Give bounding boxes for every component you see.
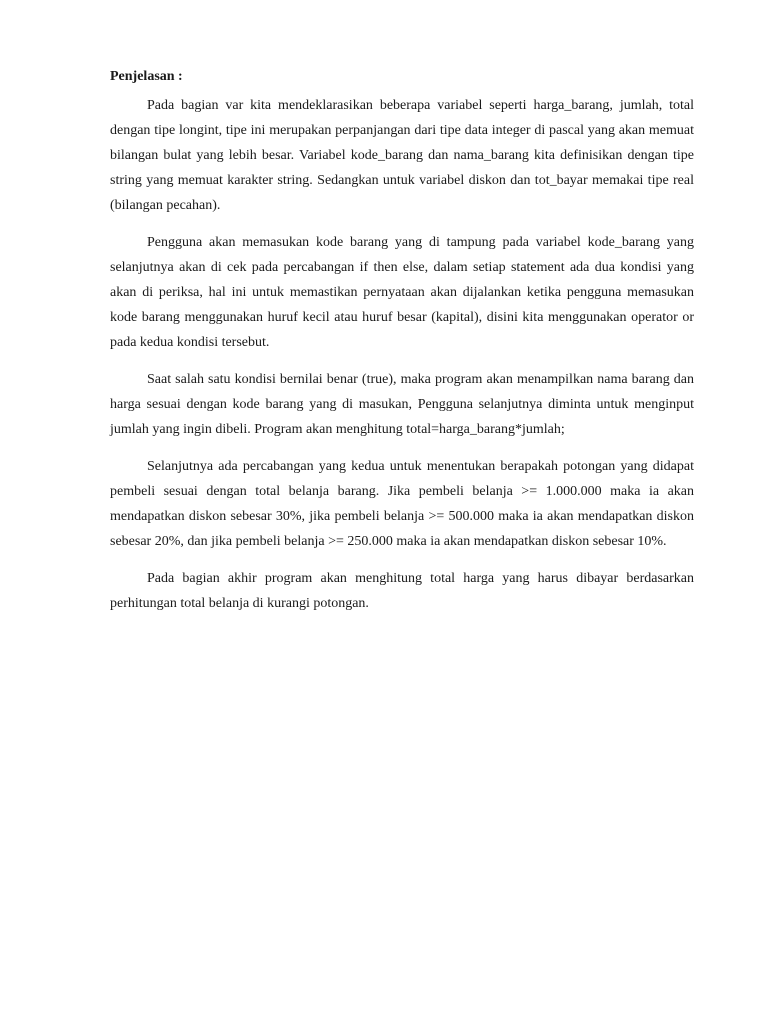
paragraph-final-total: Pada bagian akhir program akan menghitung total harga yang harus dibayar berdasarkan perhitungan total belanja di kurangi potongan.	[110, 571, 694, 611]
paragraph-discount-branch: Selanjutnya ada percabangan yang kedua untuk menentukan berapakah potongan yang didapat pembeli sesuai dengan total belanja barang. Jika pembeli belanja >= 1.000.000 maka ia akan mendapatkan diskon sebesar 30%, jika pembeli belanja >= 500.000 maka ia akan mendapatkan diskon sebesar 20%, dan jika pembeli belanja >= 250.000 maka ia akan mendapatkan diskon sebesar 10%.	[110, 459, 694, 549]
document-body	[110, 67, 694, 628]
paragraph-input-kode-barang: Pengguna akan memasukan kode barang yang di tampung pada variabel kode_barang yang selanjutnya akan di cek pada percabangan if then else, dalam setiap statement ada dua kondisi yang akan di periksa, hal ini untuk memastikan pernyataan akan dijalankan ketika pengguna memasukan kode barang menggunakan huruf kecil atau huruf besar (kapital), disini kita menggunakan operator or pada kedua kondisi tersebut.	[110, 235, 694, 350]
paragraph-condition-true: Saat salah satu kondisi bernilai benar (true), maka program akan menampilkan nama barang dan harga sesuai dengan kode barang yang di masukan, Pengguna selanjutnya diminta untuk menginput jumlah yang ingin dibeli. Program akan menghitung total=harga_barang*jumlah;	[110, 372, 694, 437]
paragraph-variable-declaration: Pada bagian var kita mendeklarasikan beberapa variabel seperti harga_barang, jumlah, total dengan tipe longint, tipe ini merupakan perpanjangan dari tipe data integer di pascal yang akan memuat bilangan bulat yang lebih besar. Variabel kode_barang dan nama_barang kita definisikan dengan tipe string yang memuat karakter string. Sedangkan untuk variabel diskon dan tot_bayar memakai tipe real (bilangan pecahan).	[110, 98, 694, 213]
section-heading: Penjelasan :	[110, 69, 183, 84]
